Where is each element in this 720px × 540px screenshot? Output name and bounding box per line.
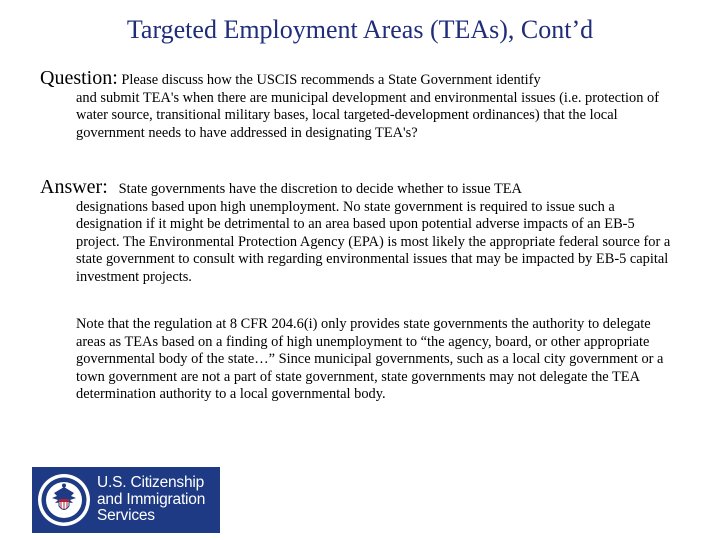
logo-line-3: Services xyxy=(97,507,155,525)
question-block xyxy=(40,67,680,142)
answer-label: Answer: xyxy=(40,176,108,198)
logo-line-2: and Immigration xyxy=(97,490,206,508)
answer-lead xyxy=(40,176,680,199)
logo-line-1: U.S. Citizenship xyxy=(97,474,205,492)
answer-first-line: State governments have the discretion to decide whether to issue TEA xyxy=(118,181,522,197)
question-continuation: and submit TEA's when there are municipal development and environmental issues (i.e. protection of water source, transitional military bases, local targeted-development ordinances) that the local government needs to have addressed in designating TEA's? xyxy=(76,89,659,141)
uscis-wordmark xyxy=(97,475,205,525)
dhs-seal-icon xyxy=(37,473,91,527)
uscis-logo xyxy=(32,467,220,533)
question-label: Question: xyxy=(40,67,118,89)
answer-continuation: designations based upon high unemployment. No state government is required to issue such a designation if it might be detrimental to an area based upon potential adverse impacts of an EB-5 project. The Environmental Protection Agency (EPA) is most likely the appropriate federal source for a state government to consult with regarding environmental issues that may be impacted by EB-5 capital investment projects. xyxy=(76,198,671,285)
question-first-line: Please discuss how the USCIS recommends a State Government identify xyxy=(121,72,541,88)
answer-block xyxy=(40,176,680,287)
slide-title: Targeted Employment Areas (TEAs), Cont’d xyxy=(126,15,594,44)
question-lead xyxy=(40,67,680,90)
note-paragraph: Note that the regulation at 8 CFR 204.6(i) only provides state governments the authority to delegate areas as TEAs based on a finding of high unemployment to “the agency, board, or other appropriate governmental body of the state…” Since municipal governments, such as a local city government or a town government are not a part of state government, state governments may not delegate the TEA determination authority to a local governmental body. xyxy=(76,316,664,403)
